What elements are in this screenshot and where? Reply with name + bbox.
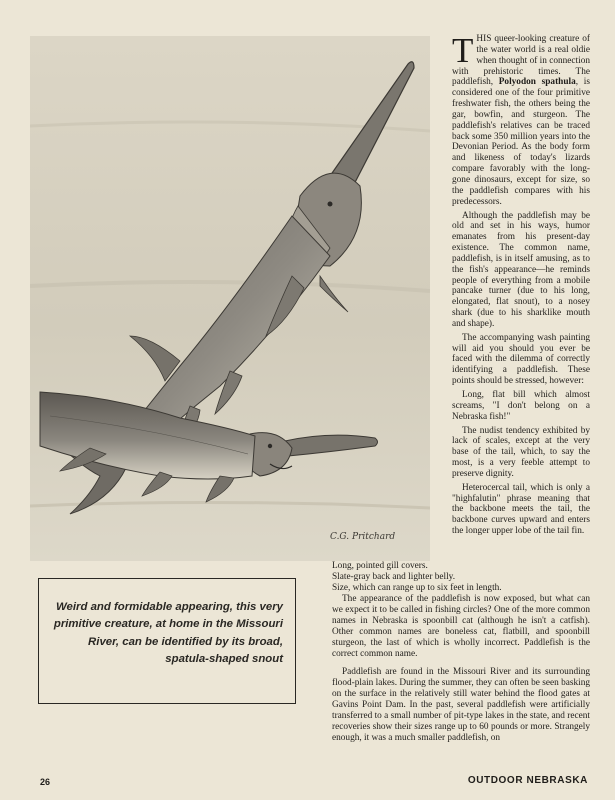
article-paragraph-habitat: Paddlefish are found in the Missouri River and its surrounding flood-plain lakes. During the summer, they can often be seen basking on the surface in the relatively still water behind the flood gates at Gavins Point Dam. In the past, several paddlefish were artificially transferred to a small number of pit-type lakes in the state, and recent recoveries show their sizes range up to 60 pounds or more. Strangely enough, it was a much smaller paddlefish, on bbox=[332, 667, 590, 743]
article-paragraph-3: The accompanying wash painting will aid you should you ever be faced with the dilemma of correctly identifying a paddlefish. These points should be stressed, however: bbox=[452, 332, 590, 387]
paddlefish-painting bbox=[30, 36, 430, 561]
article-paragraph-6: Heterocercal tail, which is only a "highfalutin" phrase meaning that the backbone meets the tail, the backbone curves upward and enters the longer upper lobe of the tail fin. bbox=[452, 482, 590, 537]
article-paragraph-1 bbox=[452, 31, 590, 208]
artist-signature: C.G. Pritchard bbox=[330, 532, 396, 542]
paddlefish-illustration bbox=[30, 36, 430, 561]
article-paragraph-2: Although the paddlefish may be old and set in his ways, humor emanates from his present-day existence. The common name, paddlefish, is in itself amusing, as to the fish's appearance—he reminds people of everything from a mobile pancake turner (due to his long, elongated, flat snout), to a nosey shark (due to his sharklike mouth and shape). bbox=[452, 210, 590, 329]
paragraph-1-rest: , is considered one of the four primitive freshwater fish, the others being the gar, bowfin, and sturgeon. The paddlefish's relatives can be traced back some 350 million years into the Devonian Period. As the body form and likeness of today's lizards compare favorably with the long-gone dinosaurs, except for size, so the paddlefish compares with his predecessors. bbox=[452, 77, 590, 207]
scientific-name: Polyodon spathula bbox=[498, 77, 576, 88]
caption-box: Weird and formidable appearing, this very primitive creature, at home in the Missouri River, can be identified by its broad, spatula-shaped snout bbox=[38, 578, 296, 704]
paragraph-1-intro: HIS queer-looking creature of the water world is a real oldie when thought of in connection with prehistoric times. The paddlefish, bbox=[452, 34, 590, 88]
article-paragraph-4: Long, flat bill which almost screams, "I don't belong on a Nebraska fish!" bbox=[452, 390, 590, 422]
lower-paddlefish bbox=[40, 392, 378, 502]
article-point-gill-covers: Long, pointed gill covers. bbox=[332, 561, 428, 571]
magazine-title: OUTDOOR NEBRASKA bbox=[467, 775, 588, 786]
article-point-size: Size, which can range up to six feet in length. bbox=[332, 583, 502, 593]
article-column-right bbox=[452, 31, 590, 540]
article-point-color: Slate-gray back and lighter belly. bbox=[332, 572, 456, 582]
article-paragraph-5: The nudist tendency exhibited by lack of scales, except at the very base of the tail, which, to say the most, is a very feeble attempt to preserve dignity. bbox=[452, 425, 590, 479]
page-number: 26 bbox=[40, 777, 51, 787]
article-paragraph-names: The appearance of the paddlefish is now exposed, but what can we expect it to be called in fishing circles? One of the more common names in Nebraska is spoonbill cat (although he isn't a catfish). Other common names are boneless cat, flatbill, and spoonbill sturgeon, the last of which is wholly incorrect. Paddlefish is the correct common name. bbox=[332, 594, 590, 659]
drop-cap: T bbox=[452, 31, 474, 70]
article-column-bottom bbox=[332, 561, 590, 744]
